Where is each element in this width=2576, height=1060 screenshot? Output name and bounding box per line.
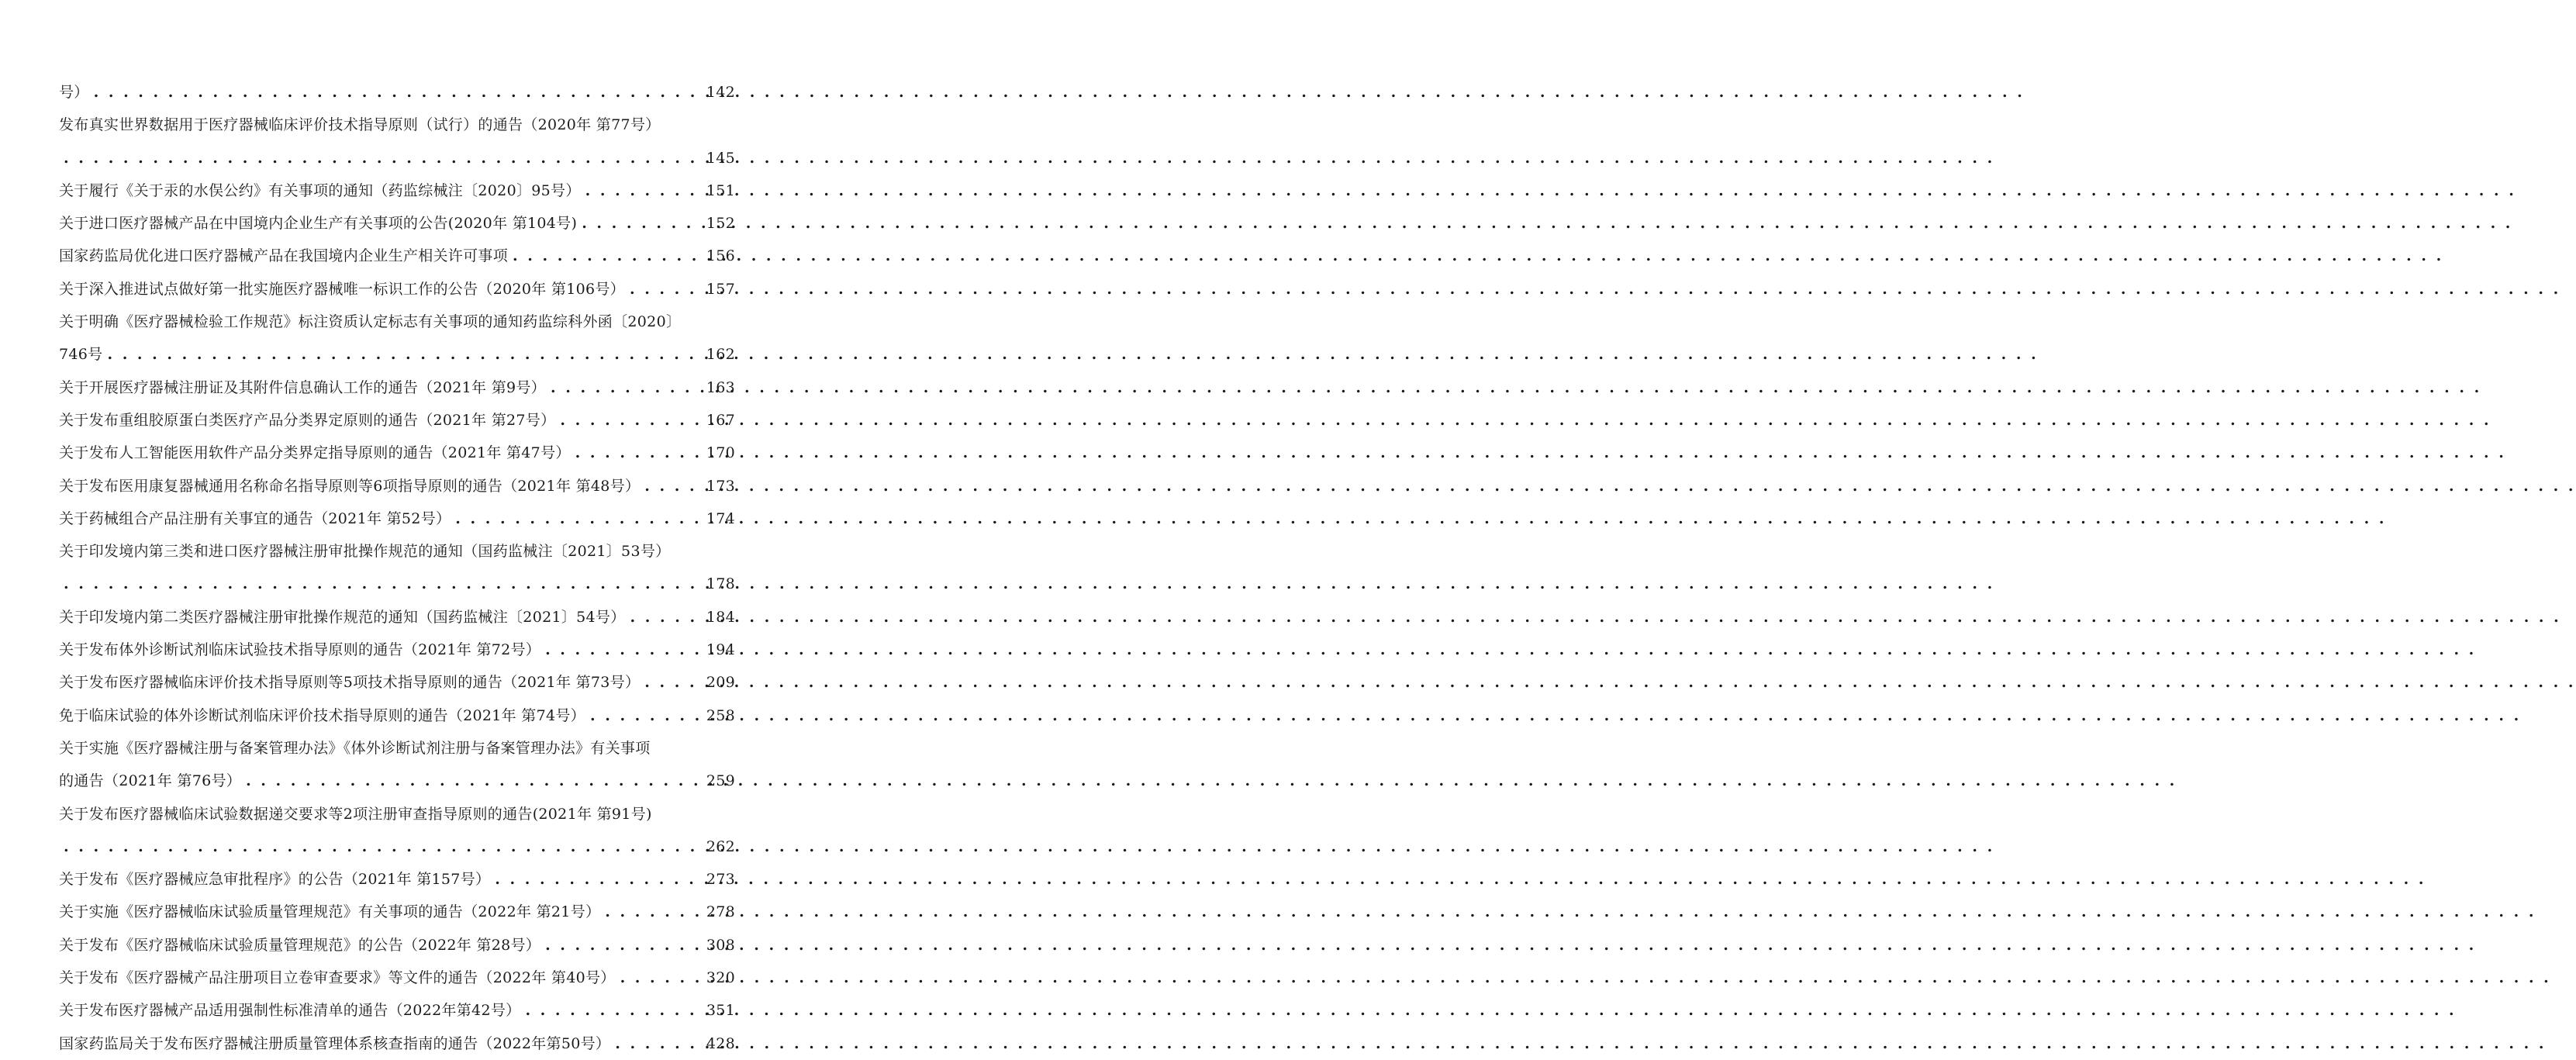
toc-entry-title: 关于发布人工智能医用软件产品分类界定指导原则的通告（2021年 第47号） [59, 444, 571, 462]
toc-dot-leader [585, 174, 702, 207]
toc-entry-title: 关于发布医疗器械临床评价技术指导原则等5项技术指导原则的通告（2021年 第73号） [59, 674, 641, 692]
toc-entry-page-number: 142 [706, 84, 735, 101]
toc-entry[interactable] [59, 273, 735, 306]
toc-entry[interactable] [59, 863, 735, 896]
toc-entry[interactable] [59, 962, 735, 994]
toc-dot-leader [455, 502, 702, 535]
toc-entry[interactable] [59, 896, 735, 928]
toc-entry-title: 关于印发境内第三类和进口医疗器械注册审批操作规范的通知（国药监械注〔2021〕53号） [59, 543, 671, 561]
toc-entry[interactable] [59, 76, 735, 109]
table-of-contents [59, 76, 735, 1060]
toc-entry-page-number: 320 [706, 969, 735, 987]
toc-entry[interactable] [59, 207, 735, 240]
toc-dot-leader [630, 601, 702, 634]
toc-entry[interactable] [59, 437, 735, 469]
toc-entry-page-number: 262 [706, 837, 735, 855]
toc-entry-page-number: 173 [706, 477, 735, 495]
toc-entry-page-number: 308 [706, 936, 735, 954]
toc-entry-title: 关于深入推进试点做好第一批实施医疗器械唯一标识工作的公告（2020年 第106号） [59, 280, 625, 298]
toc-entry-page-number: 151 [706, 181, 735, 199]
toc-entry-page-number: 259 [706, 772, 735, 790]
toc-entry-page-number: 278 [706, 903, 735, 921]
toc-entry-title: 关于药械组合产品注册有关事宜的通告（2021年 第52号） [59, 509, 451, 527]
toc-entry[interactable] [59, 568, 735, 600]
toc-entry[interactable] [59, 634, 735, 666]
toc-entry-title: 发布真实世界数据用于医疗器械临床评价技术指导原则（试行）的通告（2020年 第77号） [59, 116, 661, 134]
toc-entry-page-number: 163 [706, 378, 735, 396]
toc-entry[interactable] [59, 732, 735, 765]
toc-entry-title: 国家药监局优化进口医疗器械产品在我国境内企业生产相关许可事项 [59, 247, 509, 265]
toc-dot-leader [64, 830, 702, 863]
toc-entry-page-number: 351 [706, 1002, 735, 1020]
toc-entry[interactable] [59, 699, 735, 732]
toc-entry[interactable] [59, 994, 735, 1027]
toc-entry-title: 关于明确《医疗器械检验工作规范》标注资质认定标志有关事项的通知药监综科外函〔2020〕 [59, 313, 682, 331]
toc-dot-leader [495, 863, 702, 896]
toc-entry-title: 关于实施《医疗器械注册与备案管理办法》《体外诊断试剂注册与备案管理办法》有关事项 [59, 739, 651, 757]
toc-entry-page-number: 157 [706, 280, 735, 298]
toc-entry-title: 关于发布《医疗器械临床试验质量管理规范》的公告（2022年 第28号） [59, 936, 541, 954]
toc-dot-leader [582, 207, 702, 240]
toc-entry-title: 关于进口医疗器械产品在中国境内企业生产有关事项的公告(2020年 第104号) [59, 215, 578, 233]
toc-entry[interactable] [59, 470, 735, 502]
toc-entry-page-number: 273 [706, 871, 735, 889]
toc-entry[interactable] [59, 306, 735, 338]
toc-dot-leader [644, 470, 702, 502]
toc-entry[interactable] [59, 240, 735, 272]
toc-entry-title: 关于履行《关于汞的水俣公约》有关事项的通知（药监综械注〔2020〕95号） [59, 181, 581, 199]
toc-dot-leader [525, 994, 701, 1027]
toc-entry-title: 的通告（2021年 第76号） [59, 772, 242, 790]
toc-entry-page-number: 194 [706, 641, 735, 659]
toc-entry[interactable] [59, 798, 735, 830]
toc-dot-leader [64, 142, 702, 174]
toc-dot-leader [545, 634, 702, 666]
toc-entry-page-number: 178 [706, 575, 735, 593]
toc-entry-title: 关于开展医疗器械注册证及其附件信息确认工作的通告（2021年 第9号） [59, 378, 546, 396]
toc-dot-leader [620, 962, 702, 994]
toc-dot-leader [107, 338, 701, 371]
toc-entry-page-number: 184 [706, 608, 735, 626]
toc-entry-title: 关于发布体外诊断试剂临床试验技术指导原则的通告（2021年 第72号） [59, 641, 541, 659]
toc-dot-leader [644, 666, 702, 699]
toc-entry[interactable] [59, 929, 735, 962]
toc-entry-page-number: 152 [706, 215, 735, 233]
toc-entry[interactable] [59, 142, 735, 174]
toc-entry[interactable] [59, 765, 735, 797]
toc-dot-leader [551, 371, 702, 404]
toc-dot-leader [605, 896, 702, 928]
toc-entry-title: 关于实施《医疗器械临床试验质量管理规范》有关事项的通告（2022年 第21号） [59, 903, 601, 921]
toc-entry[interactable] [59, 338, 735, 371]
toc-dot-leader [246, 765, 702, 797]
toc-dot-leader [94, 76, 702, 109]
toc-entry-page-number: 162 [706, 346, 735, 364]
toc-entry-page-number: 156 [706, 247, 735, 265]
toc-entry[interactable] [59, 535, 735, 568]
toc-entry-page-number: 167 [706, 411, 735, 429]
toc-entry-title: 国家药监局关于发布医疗器械注册质量管理体系核查指南的通告（2022年第50号） [59, 1034, 611, 1052]
toc-entry[interactable] [59, 404, 735, 437]
toc-entry-page-number: 258 [706, 706, 735, 724]
toc-entry-title: 关于印发境内第二类医疗器械注册审批操作规范的通知（国药监械注〔2021〕54号） [59, 608, 626, 626]
toc-entry-page-number: 174 [706, 509, 735, 527]
toc-entry-title: 关于发布医疗器械产品适用强制性标准清单的通告（2022年第42号） [59, 1002, 521, 1020]
toc-dot-leader [575, 437, 702, 469]
toc-entry[interactable] [59, 174, 735, 207]
toc-dot-leader [513, 240, 702, 272]
toc-entry[interactable] [59, 601, 735, 634]
toc-entry[interactable] [59, 830, 735, 863]
toc-dot-leader [630, 273, 702, 306]
toc-dot-leader [615, 1027, 702, 1060]
toc-entry[interactable] [59, 371, 735, 404]
toc-dot-leader [545, 929, 702, 962]
toc-entry[interactable] [59, 109, 735, 141]
toc-dot-leader [560, 404, 701, 437]
toc-dot-leader [64, 568, 702, 600]
toc-entry-page-number: 170 [706, 444, 735, 462]
toc-entry-page-number: 145 [706, 149, 735, 167]
toc-entry-title: 号） [59, 84, 89, 101]
toc-entry-page-number: 428 [706, 1034, 735, 1052]
toc-dot-leader [590, 699, 702, 732]
toc-entry-title: 关于发布医用康复器械通用名称命名指导原则等6项指导原则的通告（2021年 第48号） [59, 477, 641, 495]
toc-entry[interactable] [59, 1027, 735, 1060]
toc-entry-title: 关于发布《医疗器械产品注册项目立卷审查要求》等文件的通告（2022年 第40号） [59, 969, 616, 987]
toc-entry-title: 免于临床试验的体外诊断试剂临床评价技术指导原则的通告（2021年 第74号） [59, 706, 585, 724]
toc-entry[interactable] [59, 666, 735, 699]
toc-entry-page-number: 209 [706, 674, 735, 692]
toc-entry-title: 关于发布重组胶原蛋白类医疗产品分类界定原则的通告（2021年 第27号） [59, 411, 556, 429]
toc-entry-title: 关于发布医疗器械临床试验数据递交要求等2项注册审查指导原则的通告(2021年 第91号) [59, 805, 652, 823]
toc-entry-title: 746号 [59, 346, 103, 364]
toc-entry-title: 关于发布《医疗器械应急审批程序》的公告（2021年 第157号） [59, 871, 491, 889]
toc-entry[interactable] [59, 502, 735, 535]
